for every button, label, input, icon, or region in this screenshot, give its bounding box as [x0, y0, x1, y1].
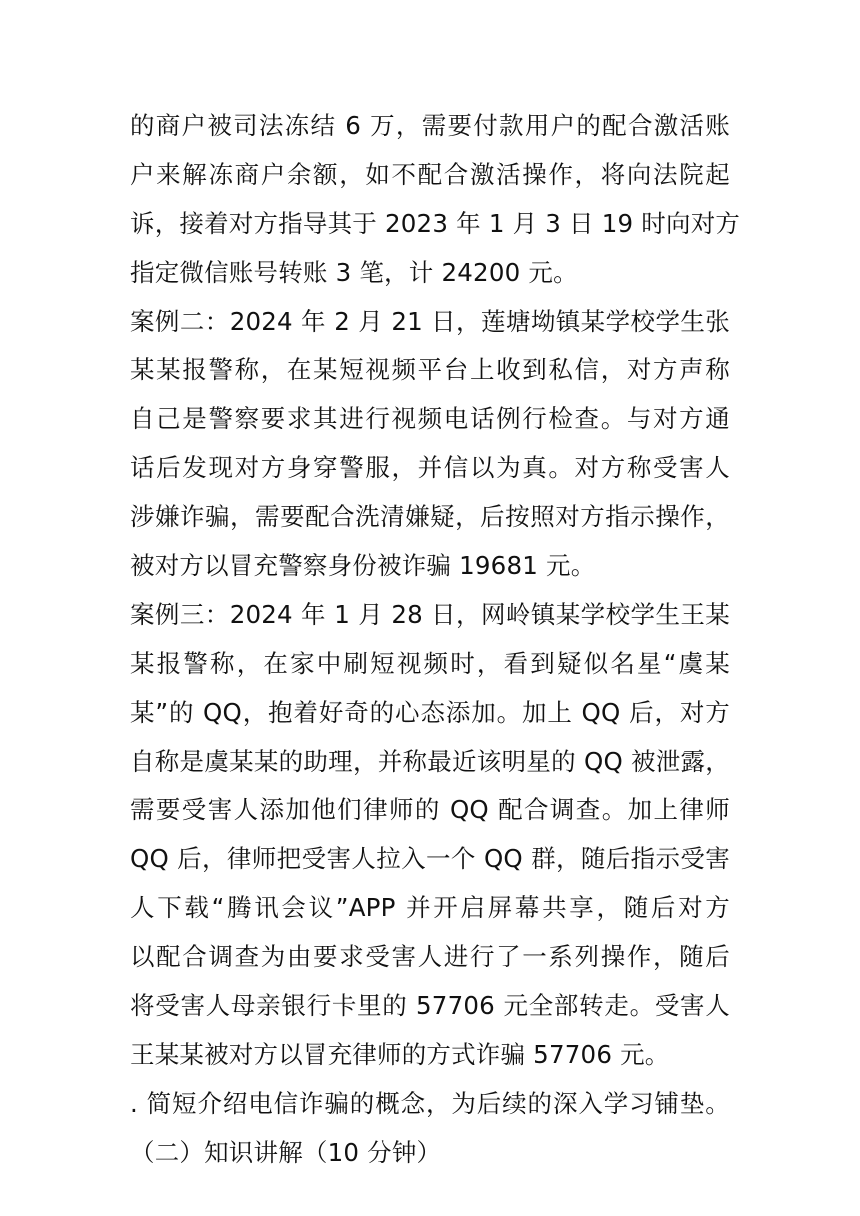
paragraph-line: 人下载“腾讯会议”APP 并开启屏幕共享，随后对方	[130, 893, 730, 923]
case-two-heading-line: 案例二：2024 年 2 月 21 日，莲塘坳镇某学校学生张	[130, 306, 730, 336]
case-three-heading-line: 案例三：2024 年 1 月 28 日，网岭镇某学校学生王某	[130, 599, 730, 629]
paragraph-line: 被对方以冒充警察身份被诈骗 19681 元。	[130, 551, 596, 581]
summary-line: . 简短介绍电信诈骗的概念，为后续的深入学习铺垫。	[130, 1088, 730, 1118]
paragraph-line: 指定微信账号转账 3 笔，计 24200 元。	[130, 257, 578, 287]
paragraph-line: 王某某被对方以冒充律师的方式诈骗 57706 元。	[130, 1039, 670, 1069]
paragraph-line: 涉嫌诈骗，需要配合洗清嫌疑，后按照对方指示操作，	[130, 502, 730, 532]
paragraph-line: 以配合调查为由要求受害人进行了一系列操作，随后	[130, 942, 730, 972]
paragraph-line: 某”的 QQ，抱着好奇的心态添加。加上 QQ 后，对方	[130, 697, 730, 727]
paragraph-line: 诉，接着对方指导其于 2023 年 1 月 3 日 19 时向对方	[130, 208, 741, 238]
paragraph-line: 户来解冻商户余额，如不配合激活操作，将向法院起	[130, 159, 730, 189]
paragraph-line: 需要受害人添加他们律师的 QQ 配合调查。加上律师	[130, 795, 730, 825]
paragraph-line: 将受害人母亲银行卡里的 57706 元全部转走。受害人	[130, 991, 730, 1021]
paragraph-line: 某某报警称，在某短视频平台上收到私信，对方声称	[130, 355, 730, 385]
paragraph-line: 话后发现对方身穿警服，并信以为真。对方称受害人	[130, 453, 730, 483]
paragraph-line: 自己是警察要求其进行视频电话例行检查。与对方通	[130, 404, 730, 434]
paragraph-line: 某报警称，在家中刷短视频时，看到疑似名星“虞某	[130, 648, 730, 678]
paragraph-line: 的商户被司法冻结 6 万，需要付款用户的配合激活账	[130, 111, 730, 140]
paragraph-line: 自称是虞某某的助理，并称最近该明星的 QQ 被泄露，	[130, 746, 730, 776]
section-heading: （二）知识讲解（10 分钟）	[130, 1137, 442, 1167]
document-body	[130, 102, 741, 1178]
paragraph-line: QQ 后，律师把受害人拉入一个 QQ 群，随后指示受害	[130, 844, 730, 874]
